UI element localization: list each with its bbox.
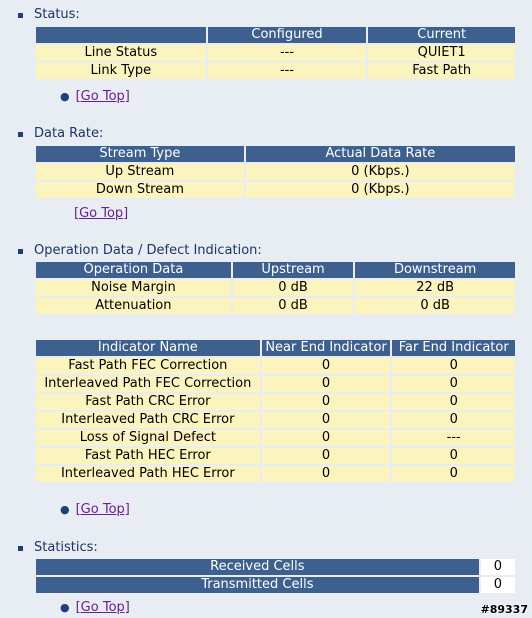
row-label: Interleaved Path CRC Error	[36, 412, 260, 428]
data-rate-table	[34, 144, 517, 200]
row-value: ---	[208, 63, 367, 79]
header-indicator-name: Indicator Name	[36, 340, 260, 356]
row-label: Fast Path HEC Error	[36, 448, 260, 464]
table-row	[36, 182, 515, 198]
table-row	[36, 448, 515, 464]
header-actual-rate: Actual Data Rate	[246, 146, 515, 162]
header-upstream: Upstream	[233, 262, 354, 278]
table-row	[36, 298, 515, 314]
indicator-table	[34, 338, 517, 484]
row-label: Fast Path CRC Error	[36, 394, 260, 410]
row-label: Down Stream	[36, 182, 244, 198]
table-row	[36, 164, 515, 180]
row-value: 0	[262, 448, 391, 464]
row-value: 0 dB	[233, 298, 354, 314]
table-row	[36, 358, 515, 374]
status-table	[34, 25, 517, 81]
row-value: 0	[392, 358, 515, 374]
table-row	[36, 559, 515, 575]
row-label: Interleaved Path HEC Error	[36, 466, 260, 482]
data-rate-title: Data Rate:	[34, 126, 104, 141]
list-bullet-icon: ●	[60, 503, 70, 516]
statistics-table	[34, 557, 517, 595]
status-header-row	[36, 27, 515, 43]
row-value: ---	[208, 45, 367, 61]
go-top-item	[60, 600, 130, 616]
indicator-header-row	[36, 340, 515, 356]
table-row	[36, 45, 515, 61]
go-top-link[interactable]: [Go Top]	[74, 206, 129, 221]
row-value: 0	[262, 466, 391, 482]
section-bullet	[18, 249, 23, 254]
row-label: Interleaved Path FEC Correction	[36, 376, 260, 392]
go-top-item	[60, 502, 130, 518]
status-header-configured: Configured	[208, 27, 367, 43]
table-row	[36, 280, 515, 296]
table-row	[36, 577, 515, 593]
row-label: Transmitted Cells	[36, 577, 479, 593]
row-value: 0	[262, 430, 391, 446]
go-top-item	[60, 89, 130, 105]
section-bullet	[18, 132, 23, 137]
go-top-link[interactable]: [Go Top]	[75, 89, 130, 104]
status-title: Status:	[34, 7, 80, 22]
row-value: 0	[262, 358, 391, 374]
row-value: 0	[262, 376, 391, 392]
row-label: Line Status	[36, 45, 206, 61]
table-row	[36, 466, 515, 482]
go-top-item	[74, 206, 128, 222]
row-value: 0	[481, 559, 515, 575]
row-label: Noise Margin	[36, 280, 231, 296]
operation-header-row	[36, 262, 515, 278]
operation-title: Operation Data / Defect Indication:	[34, 243, 262, 258]
statistics-title: Statistics:	[34, 540, 98, 555]
row-value: 0	[392, 466, 515, 482]
row-value: 0	[392, 376, 515, 392]
table-row	[36, 394, 515, 410]
row-value: ---	[392, 430, 515, 446]
status-header-current: Current	[368, 27, 515, 43]
status-header-blank	[36, 27, 206, 43]
row-label: Fast Path FEC Correction	[36, 358, 260, 374]
section-bullet	[18, 546, 23, 551]
table-row	[36, 430, 515, 446]
row-value: 0	[392, 394, 515, 410]
row-label: Loss of Signal Defect	[36, 430, 260, 446]
header-stream-type: Stream Type	[36, 146, 244, 162]
list-bullet-icon: ●	[60, 601, 70, 614]
row-value: Fast Path	[368, 63, 515, 79]
row-label: Received Cells	[36, 559, 479, 575]
header-near-end: Near End Indicator	[262, 340, 391, 356]
operation-table	[34, 260, 517, 316]
go-top-link[interactable]: [Go Top]	[75, 502, 130, 517]
header-operation-data: Operation Data	[36, 262, 231, 278]
list-bullet-icon: ●	[60, 90, 70, 103]
row-value: 0	[392, 412, 515, 428]
row-value: 0 (Kbps.)	[246, 182, 515, 198]
row-value: 0 dB	[355, 298, 515, 314]
row-label: Link Type	[36, 63, 206, 79]
image-id-badge: #89337	[480, 603, 528, 616]
header-far-end: Far End Indicator	[392, 340, 515, 356]
row-value: 0	[262, 394, 391, 410]
go-top-link[interactable]: [Go Top]	[75, 600, 130, 615]
row-value: 22 dB	[355, 280, 515, 296]
table-row	[36, 376, 515, 392]
row-label: Attenuation	[36, 298, 231, 314]
row-value: 0 (Kbps.)	[246, 164, 515, 180]
data-rate-header-row	[36, 146, 515, 162]
header-downstream: Downstream	[355, 262, 515, 278]
row-value: 0 dB	[233, 280, 354, 296]
table-row	[36, 63, 515, 79]
row-value: QUIET1	[368, 45, 515, 61]
row-value: 0	[481, 577, 515, 593]
section-bullet	[18, 13, 23, 18]
row-value: 0	[262, 412, 391, 428]
table-row	[36, 412, 515, 428]
row-value: 0	[392, 448, 515, 464]
row-label: Up Stream	[36, 164, 244, 180]
